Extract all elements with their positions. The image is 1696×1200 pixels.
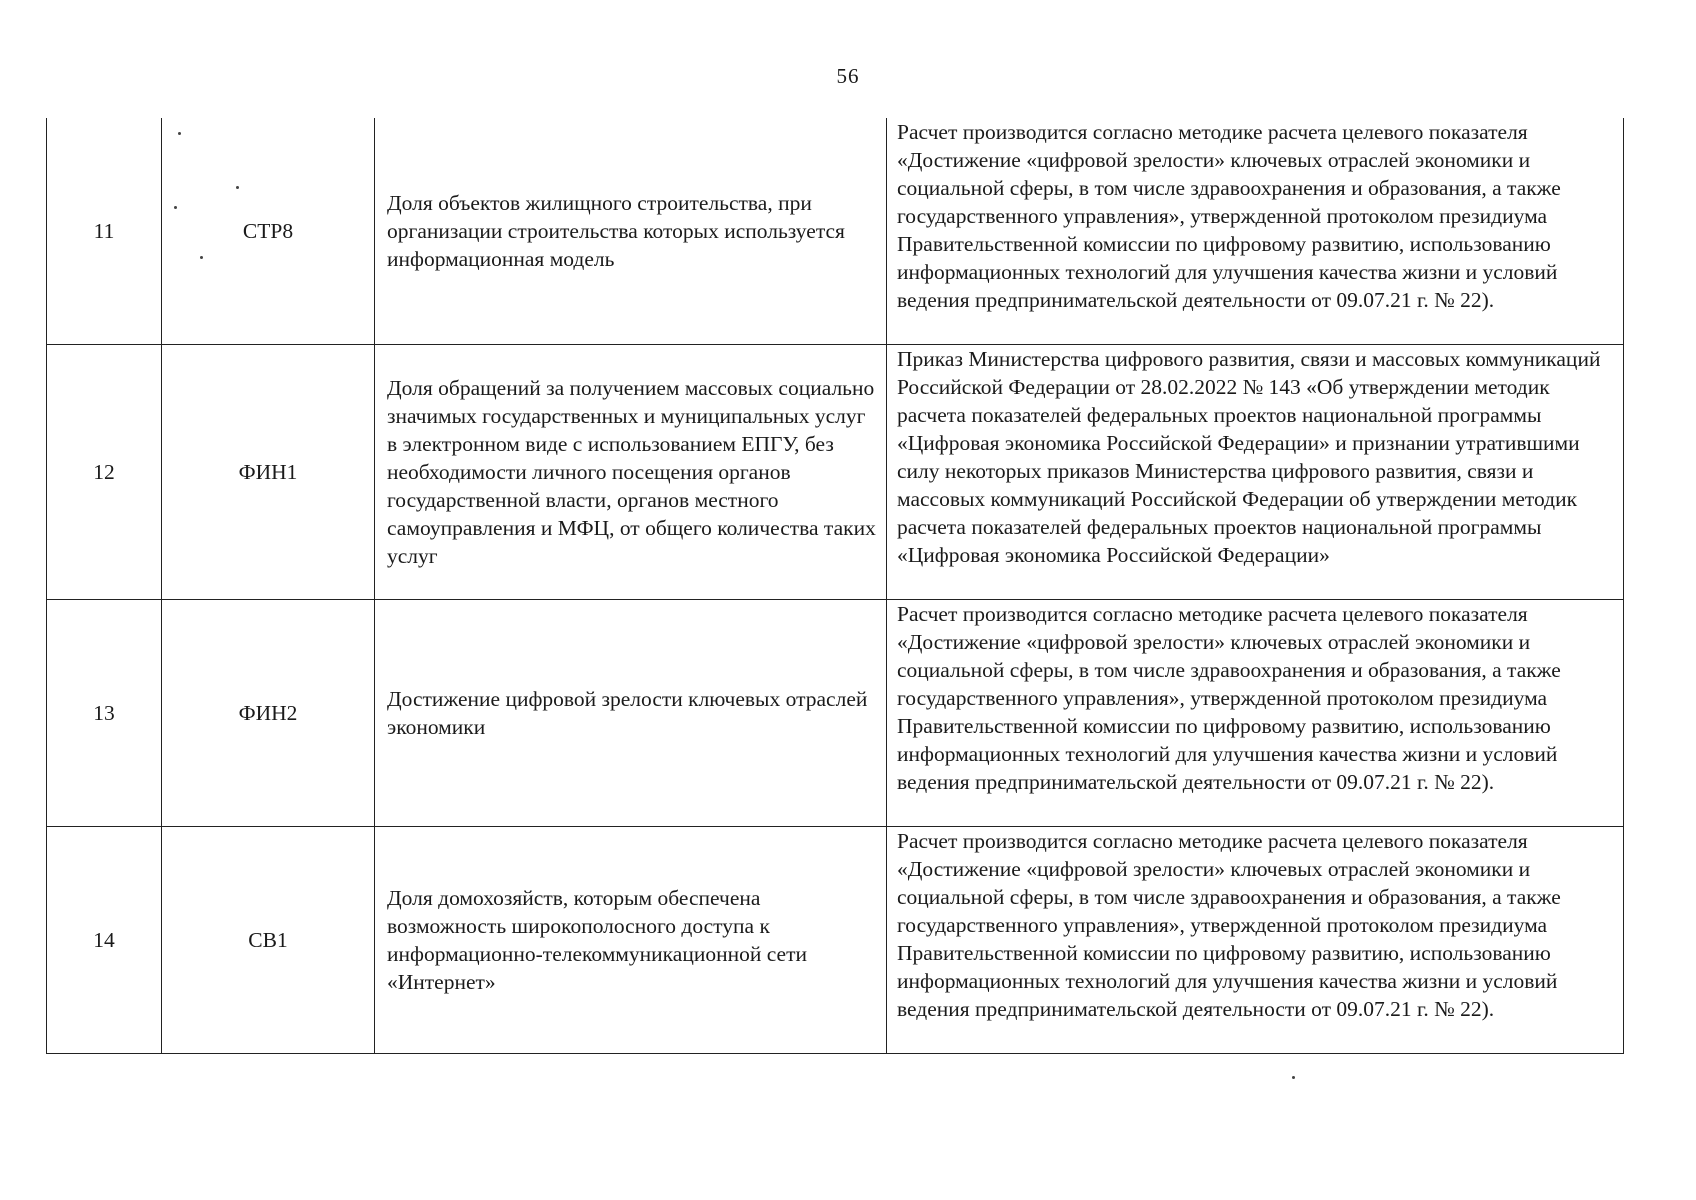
- page-number: 56: [836, 64, 860, 88]
- indicator-name-cell: Доля объектов жилищного строительства, при организации строительства которых используется информационная модель: [375, 118, 887, 345]
- scan-speck: [178, 132, 181, 135]
- indicator-name-cell: Достижение цифровой зрелости ключевых отраслей экономики: [375, 600, 887, 827]
- row-number-cell: 11: [47, 118, 162, 345]
- scan-speck: [200, 256, 203, 259]
- indicator-code-cell: СТР8: [162, 118, 375, 345]
- indicator-table: [46, 118, 1624, 1054]
- table-row: [47, 827, 1624, 1054]
- calculation-method-cell: Расчет производится согласно методике расчета целевого показателя «Достижение «цифровой зрелости» ключевых отраслей экономики и социальной сферы, в том числе здравоохранения и образования, а также государственного управления», утвержденной протоколом президиума Правительственной комиссии по цифровому развитию, использованию информационных технологий для улучшения качества жизни и условий ведения предпринимательской деятельности от 09.07.21 г. № 22).: [887, 827, 1624, 1054]
- scan-speck: [1292, 1076, 1295, 1079]
- indicator-code-cell: ФИН2: [162, 600, 375, 827]
- indicator-code-cell: ФИН1: [162, 345, 375, 600]
- scan-speck: [174, 206, 177, 209]
- calculation-method-cell: Расчет производится согласно методике расчета целевого показателя «Достижение «цифровой зрелости» ключевых отраслей экономики и социальной сферы, в том числе здравоохранения и образования, а также государственного управления», утвержденной протоколом президиума Правительственной комиссии по цифровому развитию, использованию информационных технологий для улучшения качества жизни и условий ведения предпринимательской деятельности от 09.07.21 г. № 22).: [887, 118, 1624, 345]
- indicator-name-cell: Доля домохозяйств, которым обеспечена возможность широкополосного доступа к информационно-телекоммуникационной сети «Интернет»: [375, 827, 887, 1054]
- table-row: [47, 345, 1624, 600]
- indicator-name-cell: Доля обращений за получением массовых социально значимых государственных и муниципальных услуг в электронном виде с использованием ЕПГУ, без необходимости личного посещения органов государственной власти, органов местного самоуправления и МФЦ, от общего количества таких услуг: [375, 345, 887, 600]
- calculation-method-cell: Расчет производится согласно методике расчета целевого показателя «Достижение «цифровой зрелости» ключевых отраслей экономики и социальной сферы, в том числе здравоохранения и образования, а также государственного управления», утвержденной протоколом президиума Правительственной комиссии по цифровому развитию, использованию информационных технологий для улучшения качества жизни и условий ведения предпринимательской деятельности от 09.07.21 г. № 22).: [887, 600, 1624, 827]
- row-number-cell: 13: [47, 600, 162, 827]
- indicator-code-cell: СВ1: [162, 827, 375, 1054]
- row-number-cell: 14: [47, 827, 162, 1054]
- row-number-cell: 12: [47, 345, 162, 600]
- scan-speck: [236, 186, 239, 189]
- calculation-method-cell: Приказ Министерства цифрового развития, связи и массовых коммуникаций Российской Федерации от 28.02.2022 № 143 «Об утверждении методик расчета показателей федеральных проектов национальной программы «Цифровая экономика Российской Федерации» и признании утратившими силу некоторых приказов Министерства цифрового развития, связи и массовых коммуникаций Российской Федерации об утверждении методик расчета показателей федеральных проектов национальной программы «Цифровая экономика Российской Федерации»: [887, 345, 1624, 600]
- table-row: [47, 118, 1624, 345]
- table-row: [47, 600, 1624, 827]
